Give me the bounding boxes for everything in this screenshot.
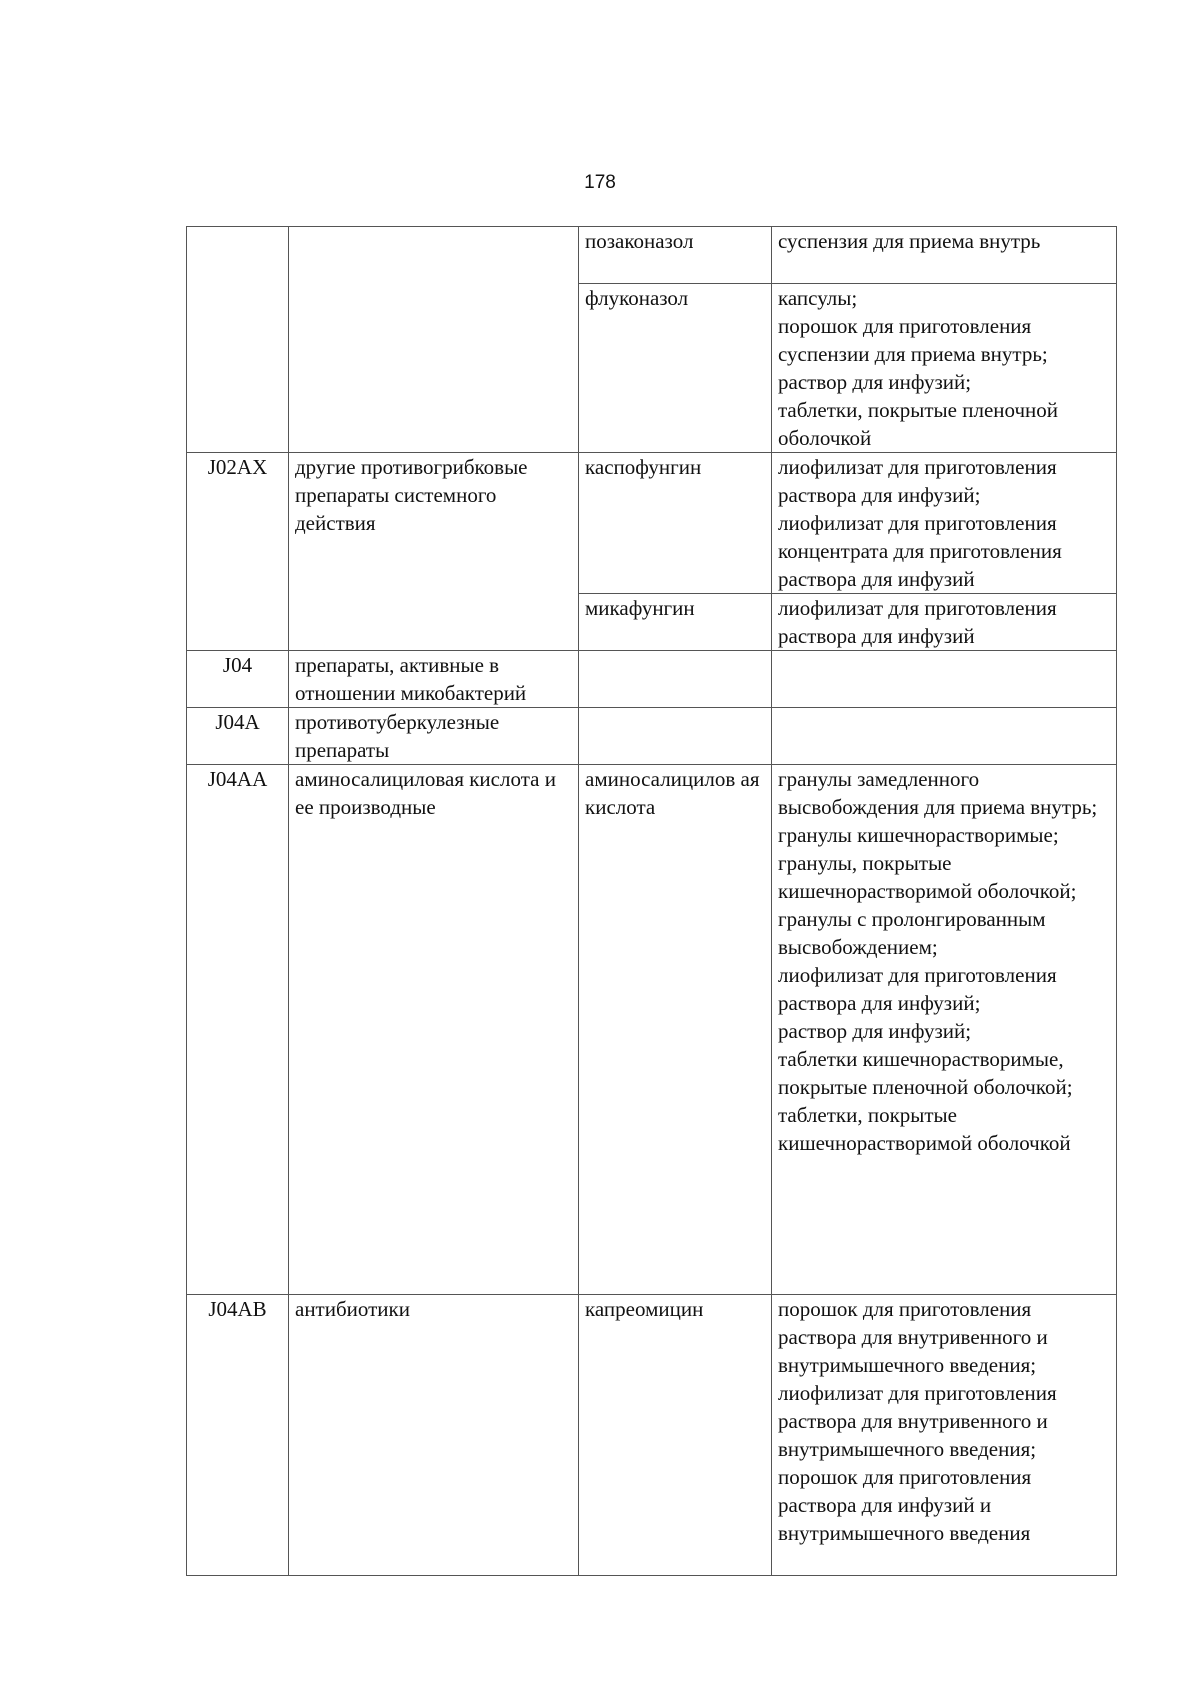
drug-name-cell: капреомицин bbox=[579, 1295, 772, 1576]
dosage-forms-cell: капсулы; порошок для приготовления суспензии для приема внутрь; раствор для инфузий; таблетки, покрытые пленочной оболочкой bbox=[772, 284, 1117, 453]
drug-name-cell bbox=[579, 651, 772, 708]
atc-code-cell: J04AB bbox=[187, 1295, 289, 1576]
table-row bbox=[187, 708, 1117, 765]
drug-name-cell: каспофунгин bbox=[579, 453, 772, 594]
drug-name-cell bbox=[579, 708, 772, 765]
group-name-cell bbox=[289, 227, 579, 453]
dosage-forms-cell: лиофилизат для приготовления раствора для инфузий bbox=[772, 594, 1117, 651]
atc-code-cell: J04 bbox=[187, 651, 289, 708]
dosage-forms-cell bbox=[772, 651, 1117, 708]
drug-name-cell: позаконазол bbox=[579, 227, 772, 284]
table-row bbox=[187, 1295, 1117, 1576]
group-name-cell: аминосалициловая кислота и ее производные bbox=[289, 765, 579, 1295]
dosage-forms-cell: гранулы замедленного высвобождения для приема внутрь; гранулы кишечнорастворимые; гранулы, покрытые кишечнорастворимой оболочкой; гранулы с пролонгированным высвобождением; лиофилизат для приготовления раствора для инфузий; раствор для инфузий; таблетки кишечнорастворимые, покрытые пленочной оболочкой; таблетки, покрытые кишечнорастворимой оболочкой bbox=[772, 765, 1117, 1295]
atc-code-cell: J04A bbox=[187, 708, 289, 765]
page-number: 178 bbox=[584, 172, 616, 193]
group-name-cell: другие противогрибковые препараты системного действия bbox=[289, 453, 579, 651]
atc-code-cell: J02AX bbox=[187, 453, 289, 651]
table-row bbox=[187, 227, 1117, 284]
dosage-forms-cell: суспензия для приема внутрь bbox=[772, 227, 1117, 284]
atc-code-cell bbox=[187, 227, 289, 453]
group-name-cell: препараты, активные в отношении микобактерий bbox=[289, 651, 579, 708]
table-row bbox=[187, 453, 1117, 594]
drug-table bbox=[186, 226, 1117, 1576]
drug-name-cell: микафунгин bbox=[579, 594, 772, 651]
drug-name-cell: флуконазол bbox=[579, 284, 772, 453]
table-row bbox=[187, 765, 1117, 1295]
dosage-forms-cell: лиофилизат для приготовления раствора для инфузий; лиофилизат для приготовления концентрата для приготовления раствора для инфузий bbox=[772, 453, 1117, 594]
group-name-cell: антибиотики bbox=[289, 1295, 579, 1576]
drug-name-cell: аминосалицилов ая кислота bbox=[579, 765, 772, 1295]
group-name-cell: противотуберкулезные препараты bbox=[289, 708, 579, 765]
dosage-forms-cell bbox=[772, 708, 1117, 765]
dosage-forms-cell: порошок для приготовления раствора для внутривенного и внутримышечного введения; лиофилизат для приготовления раствора для внутривенного и внутримышечного введения; порошок для приготовления раствора для инфузий и внутримышечного введения bbox=[772, 1295, 1117, 1576]
atc-code-cell: J04AA bbox=[187, 765, 289, 1295]
table-row bbox=[187, 651, 1117, 708]
